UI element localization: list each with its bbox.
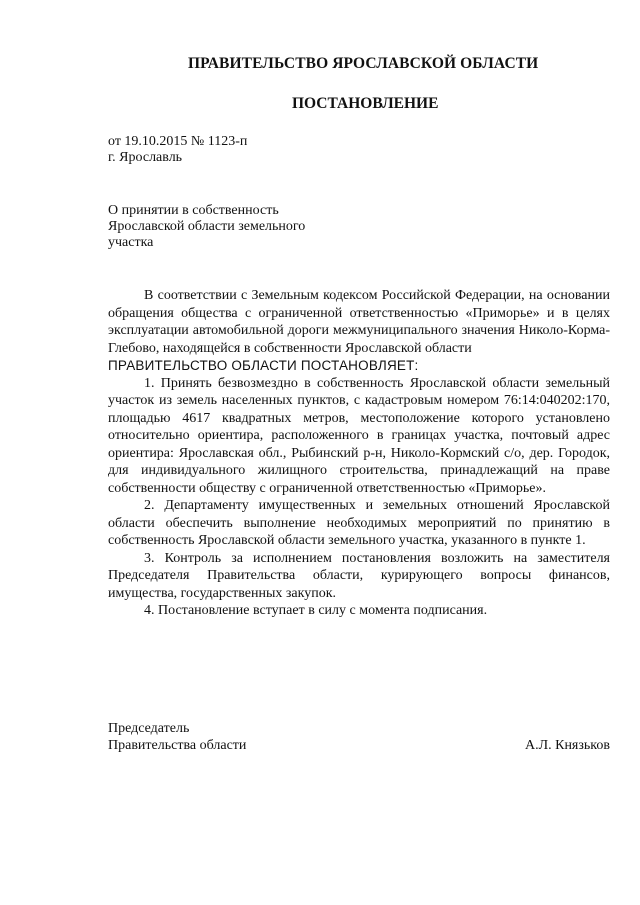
item-paragraph: 2. Департаменту имущественных и земельных отношений Ярославской области обеспечить выполнение необходимых мероприятий по принятию в собственность Ярославской области земельного участка, указанного в пункте 1.: [108, 498, 610, 548]
subject-line: Ярославской области земельного: [108, 219, 306, 234]
signer-title-line2: Правительства области: [108, 738, 247, 753]
government-title: ПРАВИТЕЛЬСТВО ЯРОСЛАВСКОЙ ОБЛАСТИ: [188, 55, 539, 72]
decree-line: ПРАВИТЕЛЬСТВО ОБЛАСТИ ПОСТАНОВЛЯЕТ:: [108, 358, 419, 373]
preamble-paragraph: В соответствии с Земельным кодексом Российской Федерации, на основании обращения общества с ограниченной ответственностью «Приморье» и в целях эксплуатации автомобильной дороги межмуниципального значения Николо-Корма-Глебово, находящейся в собственности Ярославской области: [108, 288, 610, 356]
document-subject: [108, 203, 348, 251]
subject-line: участка: [108, 235, 154, 250]
city: г. Ярославль: [108, 150, 183, 165]
document-body: [108, 287, 610, 620]
signer-title-line1: Председатель: [108, 721, 190, 736]
item-paragraph: 3. Контроль за исполнением постановления возложить на заместителя Председателя Правительства области, курирующего вопросы финансов, имущества, государственных закупок.: [108, 550, 610, 601]
item-paragraph: 4. Постановление вступает в силу с момента подписания.: [144, 603, 488, 618]
signer-name: А.Л. Князьков: [525, 738, 610, 753]
subject-line: О принятии в собственность: [108, 203, 279, 218]
document-type: ПОСТАНОВЛЕНИЕ: [292, 95, 439, 112]
date-number: от 19.10.2015 № 1123-п: [108, 134, 248, 149]
item-paragraph: 1. Принять безвозмездно в собственность Ярославской области земельный участок из земель населенных пунктов, с кадастровым номером 76:14:040202:170, площадью 4617 квадратных метров, местоположение которого установлено относительно ориентира, расположенного в границах участка, почтовый адрес ориентира: Ярославская обл., Рыбинский р-н, Николо-Кормский с/о, дер. Городок, для индивидуального жилищного строительства, принадлежащий на праве собственности обществу с ограниченной ответственностью «Приморье».: [108, 375, 610, 496]
